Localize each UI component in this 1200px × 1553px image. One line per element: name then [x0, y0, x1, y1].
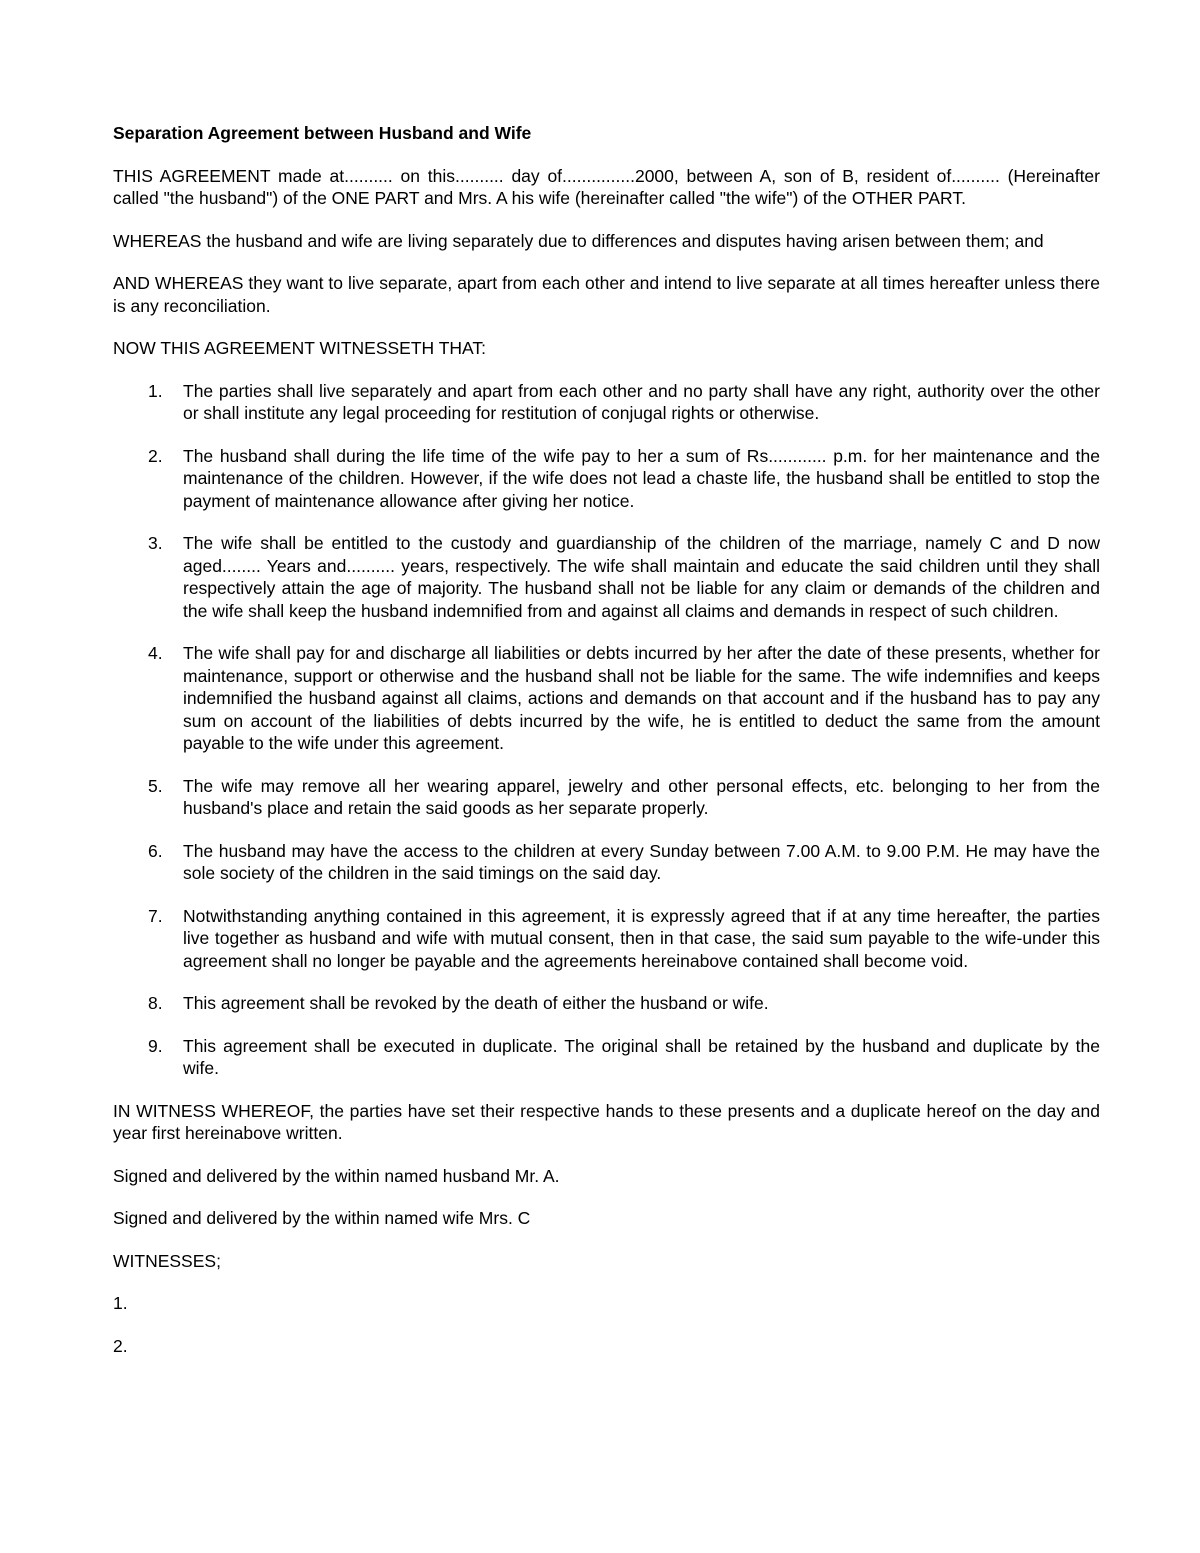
list-item — [113, 445, 1100, 513]
clause-text: The wife shall be entitled to the custody and guardianship of the children of the marriage, namely C and D now aged........ Years and.......... years, respectively. The wife shall maintain and educate the said children until they shall respectively attain the age of majority. The husband shall not be liable for any claim or demands of the children and the wife shall keep the husband indemnified from and against all claims and demands in respect of such children. — [183, 533, 1100, 621]
list-item — [113, 840, 1100, 885]
list-item — [113, 532, 1100, 622]
clause-number: 8. — [148, 993, 163, 1013]
clause-number: 2. — [148, 445, 163, 466]
in-witness-paragraph: IN WITNESS WHEREOF, the parties have set their respective hands to these presents and a duplicate hereof on the day and year first hereinabove written. — [113, 1100, 1100, 1143]
list-item — [113, 775, 1100, 820]
document-page — [113, 118, 1100, 1377]
clause-number: 6. — [148, 840, 163, 861]
clause-text: The husband may have the access to the children at every Sunday between 7.00 A.M. to 9.00 P.M. He may have the sole society of the children in the said timings on the said day. — [183, 840, 1100, 883]
clause-number: 7. — [148, 905, 163, 926]
witnesseth-heading: NOW THIS AGREEMENT WITNESSETH THAT: — [113, 338, 487, 358]
whereas-paragraph-2: AND WHEREAS they want to live separate, apart from each other and intend to live separate at all times hereafter unless there is any reconciliation. — [113, 273, 1100, 316]
clauses-list — [113, 380, 1100, 1080]
clause-text: This agreement shall be executed in duplicate. The original shall be retained by the husband and duplicate by the wife. — [183, 1035, 1100, 1078]
witness-line-1: 1. — [113, 1293, 128, 1313]
whereas-paragraph-1: WHEREAS the husband and wife are living separately due to differences and disputes having arisen between them; and — [113, 230, 1044, 251]
clause-number: 4. — [148, 643, 163, 663]
signed-wife-line: Signed and delivered by the within named wife Mrs. C — [113, 1208, 531, 1228]
clause-text: This agreement shall be revoked by the death of either the husband or wife. — [183, 993, 769, 1013]
list-item — [113, 992, 1100, 1015]
signed-husband-line: Signed and delivered by the within named husband Mr. A. — [113, 1165, 560, 1186]
witnesses-label: WITNESSES; — [113, 1250, 221, 1271]
list-item — [113, 380, 1100, 425]
clause-text: Notwithstanding anything contained in this agreement, it is expressly agreed that if at any time hereafter, the parties live together as husband and wife with mutual consent, then in that case, the said sum payable to the wife-under this agreement shall no longer be payable and the agreements hereinabove contained shall become void. — [183, 905, 1100, 971]
clause-text: The wife may remove all her wearing apparel, jewelry and other personal effects, etc. belonging to her from the husband's place and retain the said goods as her separate properly. — [183, 775, 1100, 818]
clause-number: 9. — [148, 1035, 163, 1056]
list-item — [113, 642, 1100, 755]
clause-text: The wife shall pay for and discharge all liabilities or debts incurred by her after the date of these presents, whether for maintenance, support or otherwise and the husband shall not be liable for the same. The wife indemnifies and keeps indemnified the husband against all claims, actions and demands on that account and if the husband has to pay any sum on account of the liabilities of debts incurred by the wife, he is entitled to deduct the same from the amount payable to the wife under this agreement. — [183, 643, 1100, 753]
clause-text: The husband shall during the life time of the wife pay to her a sum of Rs............ p.m. for her maintenance and the maintenance of the children. However, if the wife does not lead a chaste life, the husband shall be entitled to stop the payment of maintenance allowance after giving her notice. — [183, 445, 1100, 511]
list-item — [113, 905, 1100, 973]
list-item — [113, 1035, 1100, 1080]
clause-number: 3. — [148, 533, 163, 553]
clause-number: 5. — [148, 775, 163, 796]
intro-paragraph: THIS AGREEMENT made at.......... on this.......... day of...............2000, between A, son of B, resident of.......... (Hereinafter called "the husband") of the ONE PART and Mrs. A his wife (hereinafter called "the wife") of the OTHER PART. — [113, 165, 1100, 208]
document-title: Separation Agreement between Husband and Wife — [113, 123, 532, 143]
witness-line-2: 2. — [113, 1335, 128, 1356]
clause-number: 1. — [148, 380, 163, 401]
clause-text: The parties shall live separately and apart from each other and no party shall have any right, authority over the other or shall institute any legal proceeding for restitution of conjugal rights or otherwise. — [183, 380, 1100, 423]
